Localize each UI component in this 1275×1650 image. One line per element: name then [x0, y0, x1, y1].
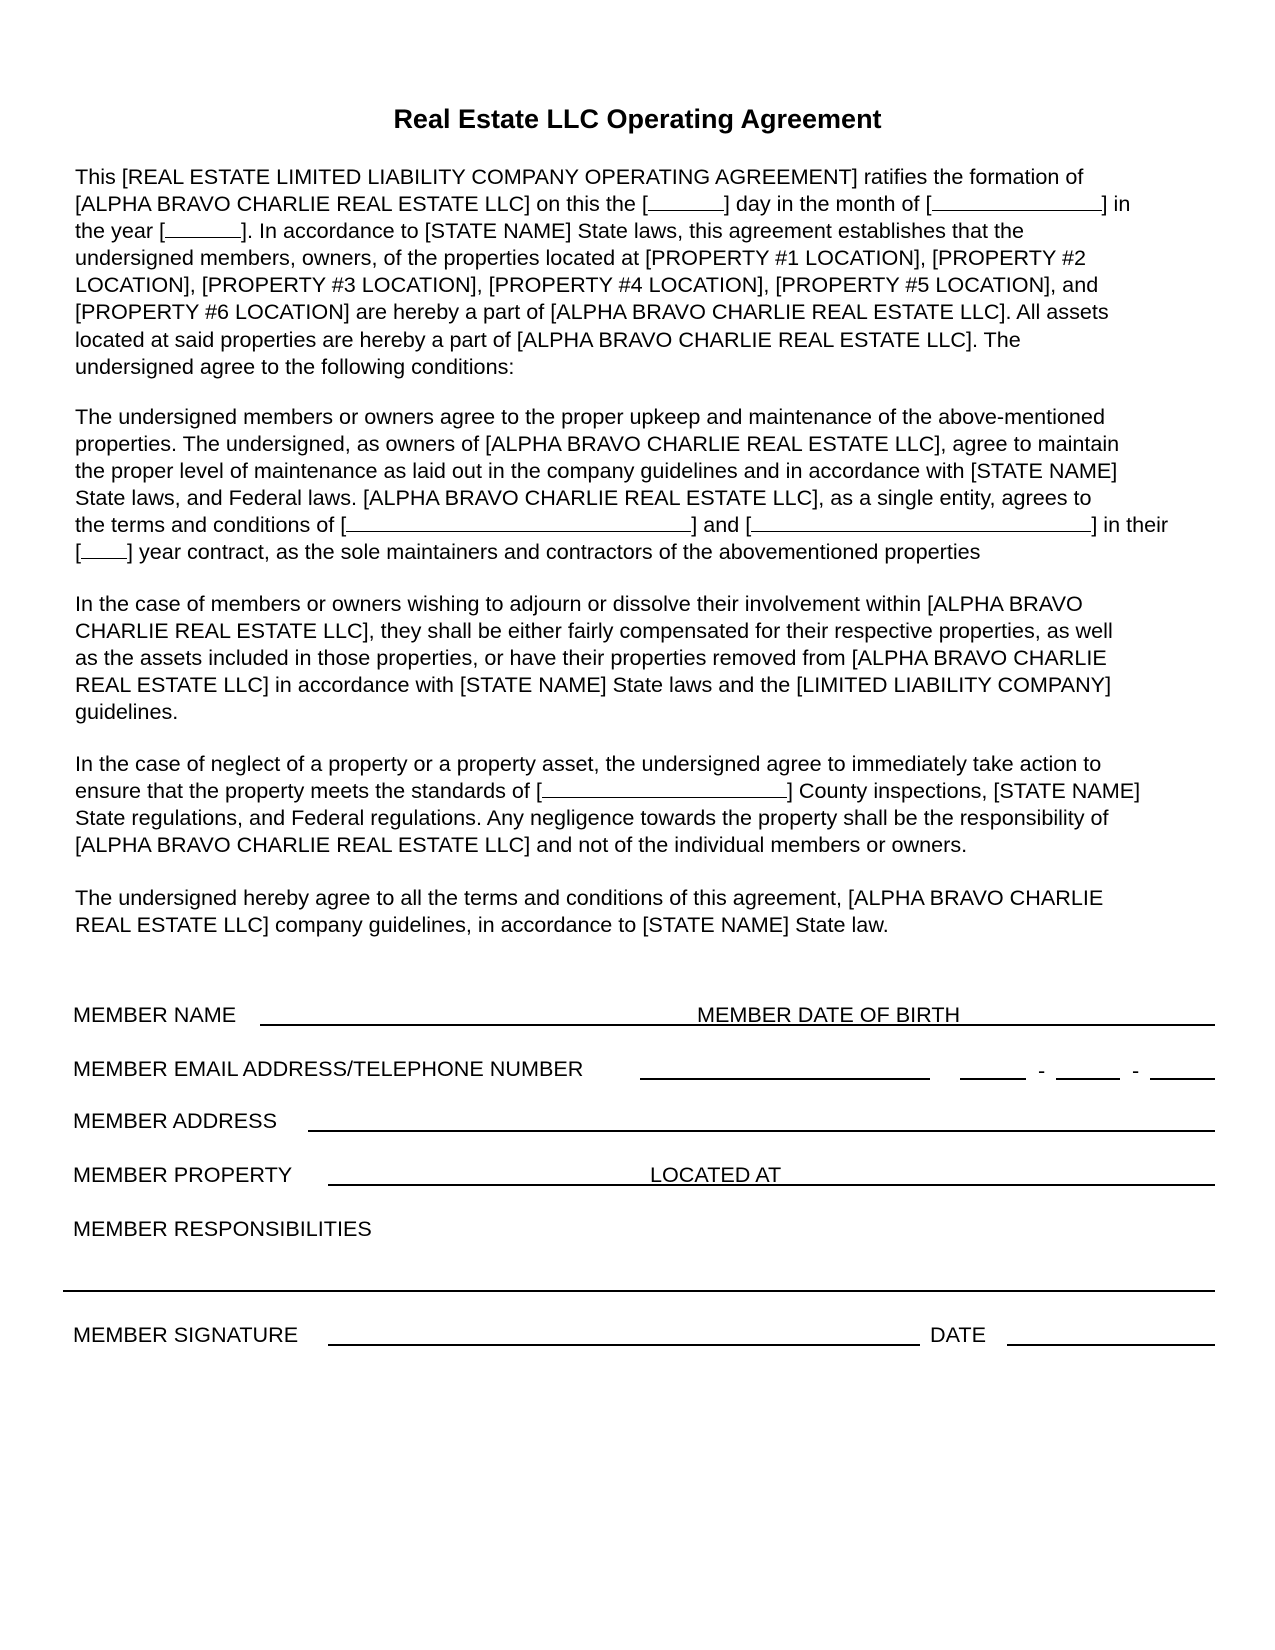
page-title: Real Estate LLC Operating Agreement: [393, 104, 882, 134]
member-dob-label: MEMBER DATE OF BIRTH: [697, 1002, 961, 1027]
text-line: In the case of neglect of a property or a property asset, the undersigned agree to immediately take action to: [75, 751, 1102, 776]
text-line: The undersigned hereby agree to all the terms and conditions of this agreement, [ALPHA BRAVO CHARLIE: [75, 885, 1104, 910]
text-line: the terms and conditions of [ ] and [ ] in their: [75, 512, 1169, 538]
contract-years-blank[interactable]: [81, 538, 127, 559]
text-line: [ ] year contract, as the sole maintainers and contractors of the abovementioned properties: [75, 539, 981, 565]
phone-prefix-field[interactable]: [1056, 1078, 1120, 1080]
terms-party-1-blank[interactable]: [346, 511, 691, 532]
text-line: REAL ESTATE LLC] in accordance with [STATE NAME] State laws and the [LIMITED LIABILITY COMPANY]: [75, 672, 1112, 698]
paragraph-dissolution: [75, 590, 1205, 725]
terms-party-2-blank[interactable]: [751, 511, 1091, 532]
text-line: LOCATION], [PROPERTY #3 LOCATION], [PROPERTY #4 LOCATION], [PROPERTY #5 LOCATION], and: [75, 272, 1099, 298]
text-line: In the case of members or owners wishing to adjourn or dissolve their involvement within [ALPHA BRAVO: [75, 591, 1083, 616]
phone-separator: -: [1132, 1058, 1140, 1083]
member-address-field[interactable]: [308, 1130, 1215, 1132]
text-line: ensure that the property meets the standards of [ ] County inspections, [STATE NAME]: [75, 778, 1141, 804]
paragraph-formation: [75, 163, 1205, 380]
paragraph-maintenance: [75, 403, 1205, 566]
text-line: as the assets included in those properties, or have their properties removed from [ALPHA BRAVO CHARLIE: [75, 645, 1107, 671]
text-line: State regulations, and Federal regulations. Any negligence towards the property shall be the responsibility of: [75, 805, 1109, 831]
member-dob-field[interactable]: [1025, 1024, 1215, 1026]
member-responsibilities-label: MEMBER RESPONSIBILITIES: [73, 1216, 372, 1241]
member-property-label: MEMBER PROPERTY: [73, 1162, 293, 1187]
text-line: State laws, and Federal laws. [ALPHA BRAVO CHARLIE REAL ESTATE LLC], as a single entity, agrees to: [75, 485, 1092, 511]
paragraph-neglect: [75, 750, 1205, 858]
text-line: properties. The undersigned, as owners of [ALPHA BRAVO CHARLIE REAL ESTATE LLC], agree to maintain: [75, 431, 1120, 457]
date-label: DATE: [930, 1322, 986, 1347]
located-at-label: LOCATED AT: [650, 1162, 782, 1187]
phone-line-field[interactable]: [1150, 1078, 1215, 1080]
day-blank[interactable]: [648, 190, 724, 211]
text-line: The undersigned members or owners agree to the proper upkeep and maintenance of the above-mentioned: [75, 404, 1105, 429]
text-line: CHARLIE REAL ESTATE LLC], they shall be either fairly compensated for their respective properties, as well: [75, 618, 1113, 644]
text-line: [PROPERTY #6 LOCATION] are hereby a part of [ALPHA BRAVO CHARLIE REAL ESTATE LLC]. All assets: [75, 299, 1109, 325]
year-blank[interactable]: [165, 217, 241, 238]
text-line: undersigned members, owners, of the properties located at [PROPERTY #1 LOCATION], [PROPERTY #2: [75, 245, 1086, 271]
text-line: guidelines.: [75, 699, 179, 725]
member-signature-label: MEMBER SIGNATURE: [73, 1322, 299, 1347]
text-line: [ALPHA BRAVO CHARLIE REAL ESTATE LLC] on this the [ ] day in the month of [ ] in: [75, 191, 1131, 217]
member-email-field[interactable]: [640, 1078, 930, 1080]
text-line: REAL ESTATE LLC] company guidelines, in accordance to [STATE NAME] State law.: [75, 912, 889, 938]
county-blank[interactable]: [542, 777, 787, 798]
phone-separator: -: [1038, 1058, 1046, 1083]
date-field[interactable]: [1007, 1344, 1215, 1346]
month-blank[interactable]: [932, 190, 1102, 211]
text-line: the year [ ]. In accordance to [STATE NAME] State laws, this agreement establishes that the: [75, 218, 1024, 244]
phone-area-code-field[interactable]: [960, 1078, 1026, 1080]
text-line: the proper level of maintenance as laid out in the company guidelines and in accordance with [STATE NAME]: [75, 458, 1118, 484]
member-address-label: MEMBER ADDRESS: [73, 1108, 277, 1133]
member-responsibilities-field[interactable]: [63, 1290, 1215, 1292]
text-line: located at said properties are hereby a part of [ALPHA BRAVO CHARLIE REAL ESTATE LLC]. The: [75, 326, 1021, 352]
paragraph-agreement: [75, 884, 1205, 938]
member-contact-label: MEMBER EMAIL ADDRESS/TELEPHONE NUMBER: [73, 1056, 584, 1081]
member-name-field[interactable]: [260, 1024, 640, 1026]
text-line: [ALPHA BRAVO CHARLIE REAL ESTATE LLC] and not of the individual members or owners.: [75, 832, 968, 858]
text-line: undersigned agree to the following conditions:: [75, 353, 515, 379]
text-line: This [REAL ESTATE LIMITED LIABILITY COMPANY OPERATING AGREEMENT] ratifies the formation of: [75, 164, 1084, 189]
member-signature-field[interactable]: [328, 1344, 920, 1346]
member-name-label: MEMBER NAME: [73, 1002, 237, 1027]
